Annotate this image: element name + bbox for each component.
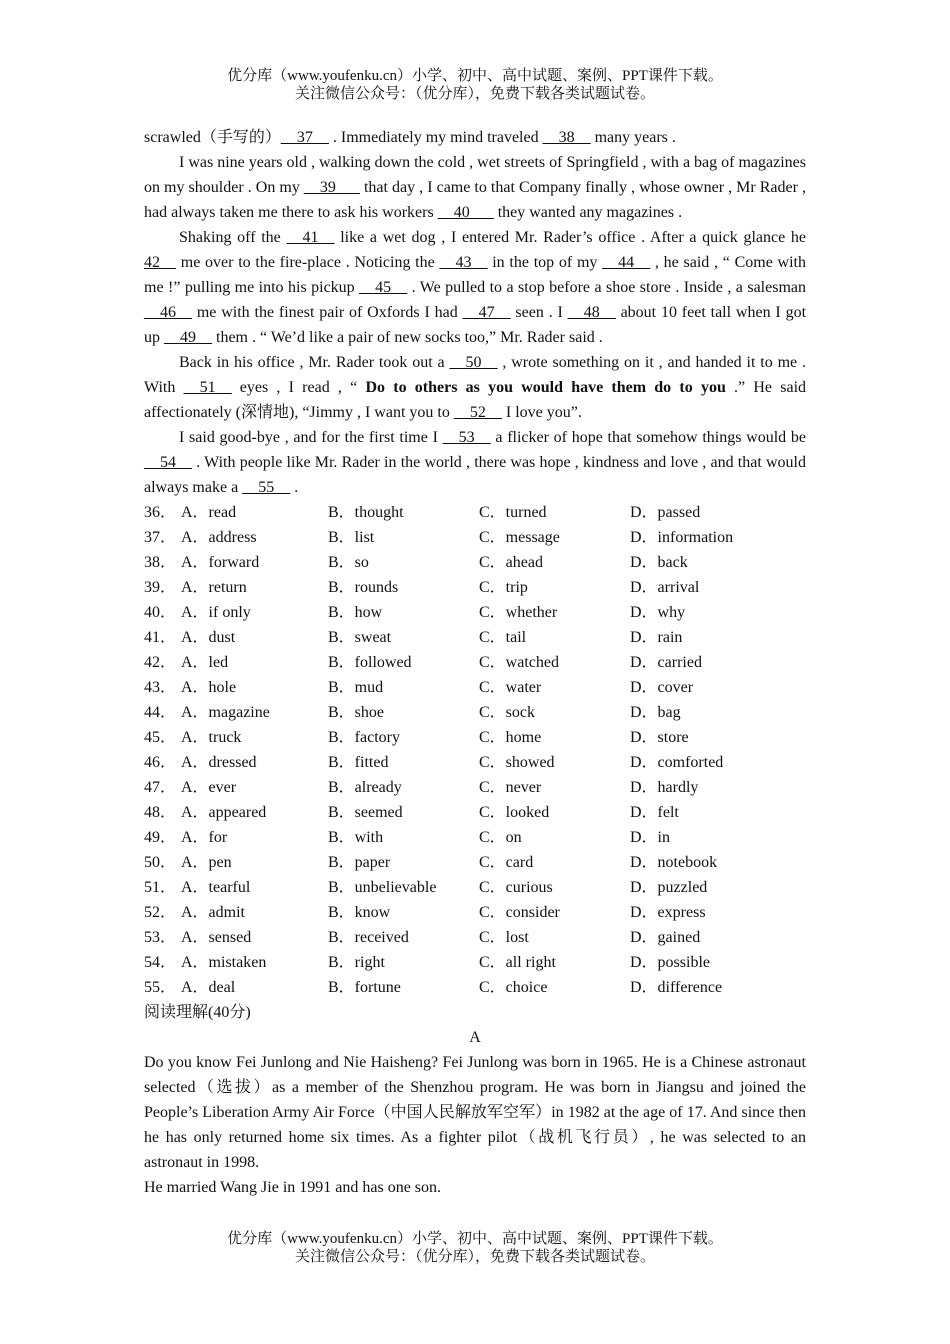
footer-line-2: 关注微信公众号：（优分库），免费下载各类试题试卷。 <box>294 1249 655 1265</box>
option-d: D．difference <box>630 979 723 996</box>
text: me with the finest pair of Oxfords I had <box>192 304 463 321</box>
option-row <box>144 750 806 775</box>
option-a: A．dressed <box>181 754 257 771</box>
question-number: 43． <box>144 679 177 696</box>
question-number: 50． <box>144 854 177 871</box>
text: like a wet dog , I entered Mr. Rader’s office . After a quick glance he <box>334 229 807 246</box>
option-b: B．how <box>328 604 383 621</box>
page-footer <box>0 1230 950 1266</box>
text: I was nine years old , walking down the cold , wet streets of Springfield , with a bag of magazines on my shoulder . On my <box>144 154 806 196</box>
option-b: B．already <box>328 779 402 796</box>
option-a: A．magazine <box>181 704 270 721</box>
option-b: B．paper <box>328 854 391 871</box>
text: .” He said affectionately (深情地), “Jimmy , I want you to <box>144 379 807 421</box>
blank-43: __43__ <box>439 254 488 271</box>
option-a: A．led <box>181 654 229 671</box>
option-d: D．gained <box>630 929 701 946</box>
option-d: D．hardly <box>630 779 699 796</box>
question-number: 52． <box>144 904 177 921</box>
reading-part-label: A <box>469 1029 481 1046</box>
option-row <box>144 650 806 675</box>
option-b: B．fortune <box>328 979 401 996</box>
option-d: D．passed <box>630 504 701 521</box>
option-d: D．possible <box>630 954 711 971</box>
option-b: B．right <box>328 954 385 971</box>
passage-paragraph-2 <box>144 150 806 225</box>
header-line-1: 优分库（www.youfenku.cn）小学、初中、高中试题、案例、PPT课件下载。 <box>227 68 723 84</box>
question-number: 42． <box>144 654 177 671</box>
option-d: D．cover <box>630 679 694 696</box>
text: a flicker of hope that somehow things would be <box>490 429 806 446</box>
question-number: 41． <box>144 629 177 646</box>
blank-48: __48__ <box>567 304 616 321</box>
document-body <box>144 125 806 1200</box>
option-row <box>144 600 806 625</box>
option-d: D．comforted <box>630 754 724 771</box>
option-row <box>144 675 806 700</box>
option-c: C．tail <box>479 629 527 646</box>
page-header <box>0 67 950 103</box>
option-row <box>144 625 806 650</box>
option-c: C．on <box>479 829 522 846</box>
answer-options <box>144 500 806 1000</box>
option-row <box>144 925 806 950</box>
option-c: C．home <box>479 729 542 746</box>
option-c: C．turned <box>479 504 547 521</box>
option-c: C．consider <box>479 904 560 921</box>
reading-paragraph-2: He married Wang Jie in 1991 and has one son. <box>144 1179 442 1196</box>
option-a: A．pen <box>181 854 232 871</box>
option-a: A．tearful <box>181 879 251 896</box>
question-number: 48． <box>144 804 177 821</box>
blank-51: __51__ <box>183 379 232 396</box>
option-b: B．with <box>328 829 384 846</box>
option-b: B．followed <box>328 654 412 671</box>
blank-45: __45__ <box>359 279 408 296</box>
question-number: 36． <box>144 504 177 521</box>
blank-50: __50__ <box>449 354 498 371</box>
question-number: 55． <box>144 979 177 996</box>
text: in the top of my <box>487 254 603 271</box>
option-c: C．choice <box>479 979 548 996</box>
text: , he said , “ Come with me !” pulling me into his pickup <box>144 254 806 296</box>
option-b: B．know <box>328 904 391 921</box>
option-d: D．carried <box>630 654 702 671</box>
option-d: D．information <box>630 529 734 546</box>
option-d: D．rain <box>630 629 683 646</box>
question-number: 49． <box>144 829 177 846</box>
text: eyes , I read , “ <box>231 379 366 396</box>
text: . With people like Mr. Rader in the world , there was hope , kindness and love , and that would always make a <box>144 454 806 496</box>
text: , wrote something on it , and handed it to me . With <box>144 354 807 396</box>
option-b: B．factory <box>328 729 400 746</box>
option-row <box>144 500 806 525</box>
blank-39: __39___ <box>303 179 360 196</box>
option-c: C．never <box>479 779 542 796</box>
option-d: D．back <box>630 554 688 571</box>
option-row <box>144 575 806 600</box>
reading-paragraph-1: Do you know Fei Junlong and Nie Haisheng? Fei Junlong was born in 1965. He is a Chinese astronaut selected（选拔）as a member of the Shenzhou program. He was born in Jiangsu and joined the People’s Liberation Army Air Force（中国人民解放军空军）in 1982 at the age of 17. And since then he has only returned home six times. As a fighter pilot（战机飞行员）, he was selected to an astronaut in 1998. <box>144 1054 806 1171</box>
text: them . “ We’d like a pair of new socks too,” Mr. Rader said . <box>212 329 603 346</box>
option-c: C．sock <box>479 704 536 721</box>
option-a: A．forward <box>181 554 260 571</box>
footer-line-1: 优分库（www.youfenku.cn）小学、初中、高中试题、案例、PPT课件下载。 <box>227 1231 723 1247</box>
question-number: 46． <box>144 754 177 771</box>
option-a: A．read <box>181 504 237 521</box>
option-row <box>144 900 806 925</box>
option-c: C．message <box>479 529 560 546</box>
text: . Immediately my mind traveled <box>328 129 543 146</box>
option-d: D．arrival <box>630 579 700 596</box>
passage-paragraph-4 <box>144 350 806 425</box>
option-b: B．rounds <box>328 579 399 596</box>
question-number: 47． <box>144 779 177 796</box>
blank-42: 42__ <box>144 254 176 271</box>
option-c: C．card <box>479 854 534 871</box>
option-d: D．store <box>630 729 689 746</box>
option-row <box>144 975 806 1000</box>
question-number: 37． <box>144 529 177 546</box>
option-row <box>144 525 806 550</box>
option-a: A．truck <box>181 729 242 746</box>
option-b: B．so <box>328 554 369 571</box>
option-row <box>144 800 806 825</box>
option-c: C．lost <box>479 929 529 946</box>
question-number: 38． <box>144 554 177 571</box>
option-a: A．appeared <box>181 804 267 821</box>
blank-49: __49__ <box>164 329 212 346</box>
passage-paragraph-3 <box>144 225 806 350</box>
question-number: 51． <box>144 879 177 896</box>
blank-47: __47__ <box>462 304 511 321</box>
option-b: B．received <box>328 929 409 946</box>
option-d: D．why <box>630 604 686 621</box>
option-b: B．fitted <box>328 754 389 771</box>
text: that day , I came to that Company finally , whose owner , Mr Rader , had always taken me there to ask his workers <box>144 179 807 221</box>
option-d: D．notebook <box>630 854 718 871</box>
question-number: 54． <box>144 954 177 971</box>
option-a: A．return <box>181 579 247 596</box>
blank-41: __41__ <box>286 229 335 246</box>
option-a: A．sensed <box>181 929 252 946</box>
blank-53: __53__ <box>442 429 491 446</box>
text: me over to the fire-place . Noticing the <box>176 254 440 271</box>
option-b: B．unbelievable <box>328 879 437 896</box>
option-c: C．curious <box>479 879 553 896</box>
text: many years . <box>590 129 676 146</box>
text: about 10 feet tall when I got up <box>144 304 807 346</box>
question-number: 53． <box>144 929 177 946</box>
option-b: B．shoe <box>328 704 385 721</box>
option-row <box>144 550 806 575</box>
option-row <box>144 875 806 900</box>
text: I love you”. <box>501 404 582 421</box>
option-b: B．mud <box>328 679 384 696</box>
header-line-2: 关注微信公众号：（优分库），免费下载各类试题试卷。 <box>294 86 655 102</box>
blank-44: __44__ <box>602 254 651 271</box>
text: seen . I <box>510 304 568 321</box>
blank-46: __46__ <box>144 304 192 321</box>
blank-40: __40___ <box>437 204 494 221</box>
text: . <box>290 479 299 496</box>
option-c: C．trip <box>479 579 528 596</box>
option-c: C．ahead <box>479 554 543 571</box>
text: I said good-bye , and for the first time I <box>179 429 443 446</box>
option-d: D．express <box>630 904 706 921</box>
option-c: C．all right <box>479 954 556 971</box>
option-c: C．whether <box>479 604 558 621</box>
option-a: A．mistaken <box>181 954 267 971</box>
option-a: A．deal <box>181 979 236 996</box>
option-row <box>144 725 806 750</box>
option-c: C．water <box>479 679 542 696</box>
text: they wanted any magazines . <box>493 204 683 221</box>
passage-paragraph-1 <box>144 125 806 150</box>
option-d: D．felt <box>630 804 679 821</box>
bold-quote: Do to others as you would have them do to you <box>365 379 726 396</box>
option-a: A．if only <box>181 604 251 621</box>
blank-54: __54__ <box>144 454 192 471</box>
option-b: B．list <box>328 529 375 546</box>
option-row <box>144 950 806 975</box>
text: . We pulled to a stop before a shoe store . Inside , a salesman <box>407 279 807 296</box>
option-row <box>144 775 806 800</box>
option-c: C．watched <box>479 654 559 671</box>
blank-52: __52__ <box>453 404 502 421</box>
text: Back in his office , Mr. Rader took out a <box>179 354 450 371</box>
passage-paragraph-5 <box>144 425 806 500</box>
option-b: B．thought <box>328 504 404 521</box>
option-a: A．admit <box>181 904 245 921</box>
option-b: B．sweat <box>328 629 392 646</box>
reading-section-title: 阅读理解(40分) <box>144 1004 251 1021</box>
option-d: D．puzzled <box>630 879 708 896</box>
option-a: A．address <box>181 529 257 546</box>
blank-38: __38__ <box>542 129 591 146</box>
text: scrawled（手写的） <box>144 129 281 146</box>
option-row <box>144 825 806 850</box>
option-d: D．bag <box>630 704 681 721</box>
option-a: A．hole <box>181 679 237 696</box>
option-row <box>144 850 806 875</box>
blank-37: __37__ <box>280 129 329 146</box>
option-d: D．in <box>630 829 671 846</box>
option-row <box>144 700 806 725</box>
question-number: 45． <box>144 729 177 746</box>
question-number: 44． <box>144 704 177 721</box>
question-number: 39． <box>144 579 177 596</box>
option-b: B．seemed <box>328 804 403 821</box>
option-a: A．ever <box>181 779 237 796</box>
option-a: A．dust <box>181 629 236 646</box>
text: Shaking off the <box>179 229 287 246</box>
option-c: C．showed <box>479 754 555 771</box>
option-a: A．for <box>181 829 228 846</box>
question-number: 40． <box>144 604 177 621</box>
blank-55: __55__ <box>242 479 291 496</box>
option-c: C．looked <box>479 804 550 821</box>
